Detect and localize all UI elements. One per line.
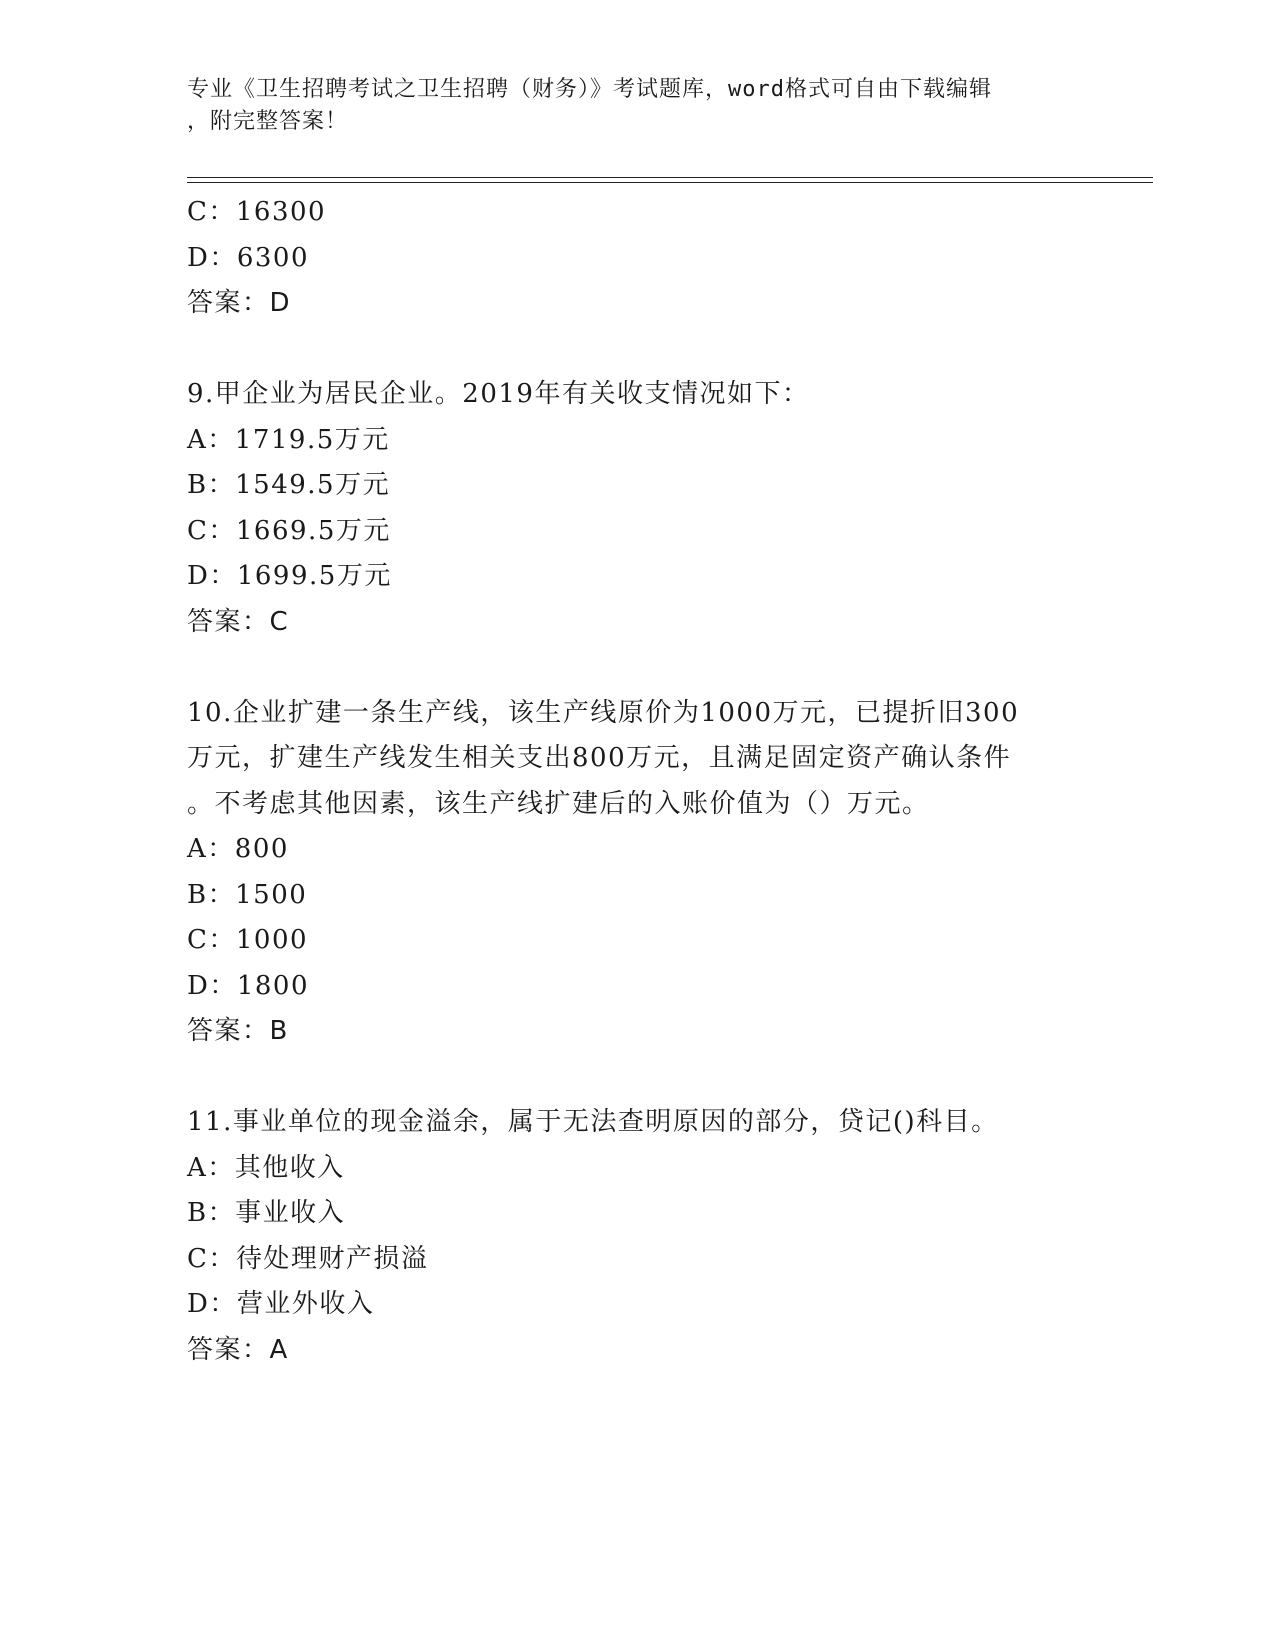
header-divider-top: [187, 177, 1153, 178]
answer-line: 答案：A: [187, 1334, 289, 1365]
document-header: [187, 74, 1067, 138]
option-a: A：1719.5万元: [187, 424, 390, 455]
question-text-line-1: 10.企业扩建一条生产线，该生产线原价为1000万元，已提折旧300: [187, 697, 1020, 728]
option-c: C：16300: [187, 197, 327, 227]
question-10: [187, 691, 1067, 1055]
option-a: A：800: [187, 834, 289, 864]
answer-line: 答案：B: [187, 1016, 289, 1046]
spacer: [187, 1055, 1067, 1101]
answer-line: 答案：D: [187, 288, 292, 318]
option-b: B：事业收入: [187, 1198, 346, 1228]
option-d: D：1800: [187, 970, 310, 1001]
question-text: 11.事业单位的现金溢余，属于无法查明原因的部分，贷记()科目。: [187, 1107, 999, 1137]
question-9: [187, 372, 1067, 645]
spacer: [187, 327, 1067, 373]
header-title-line-2: ，附完整答案！: [187, 109, 349, 134]
spacer: [187, 645, 1067, 691]
option-c: C：1000: [187, 925, 309, 955]
question-11: [187, 1100, 1067, 1373]
option-d: D：6300: [187, 242, 310, 273]
question-text-line-2: 万元，扩建生产线发生相关支出800万元，且满足固定资产确认条件: [187, 743, 1012, 773]
option-b: B：1500: [187, 879, 308, 910]
option-c: C：待处理财产损溢: [187, 1243, 429, 1274]
header-title-line-1: 专业《卫生招聘考试之卫生招聘（财务）》考试题库，word格式可自由下载编辑: [187, 77, 992, 102]
header-divider-bottom: [187, 182, 1153, 183]
answer-line: 答案：C: [187, 606, 290, 637]
option-d: D：1699.5万元: [187, 561, 392, 591]
question-text: 9.甲企业为居民企业。2019年有关收支情况如下：: [187, 379, 810, 409]
question-content: [187, 190, 1067, 1373]
prev-question: [187, 190, 1067, 327]
option-d: D：营业外收入: [187, 1289, 375, 1319]
question-text-line-3: 。不考虑其他因素，该生产线扩建后的入账价值为（）万元。: [187, 788, 930, 819]
option-b: B：1549.5万元: [187, 470, 391, 500]
option-a: A：其他收入: [187, 1152, 345, 1183]
option-c: C：1669.5万元: [187, 515, 391, 546]
